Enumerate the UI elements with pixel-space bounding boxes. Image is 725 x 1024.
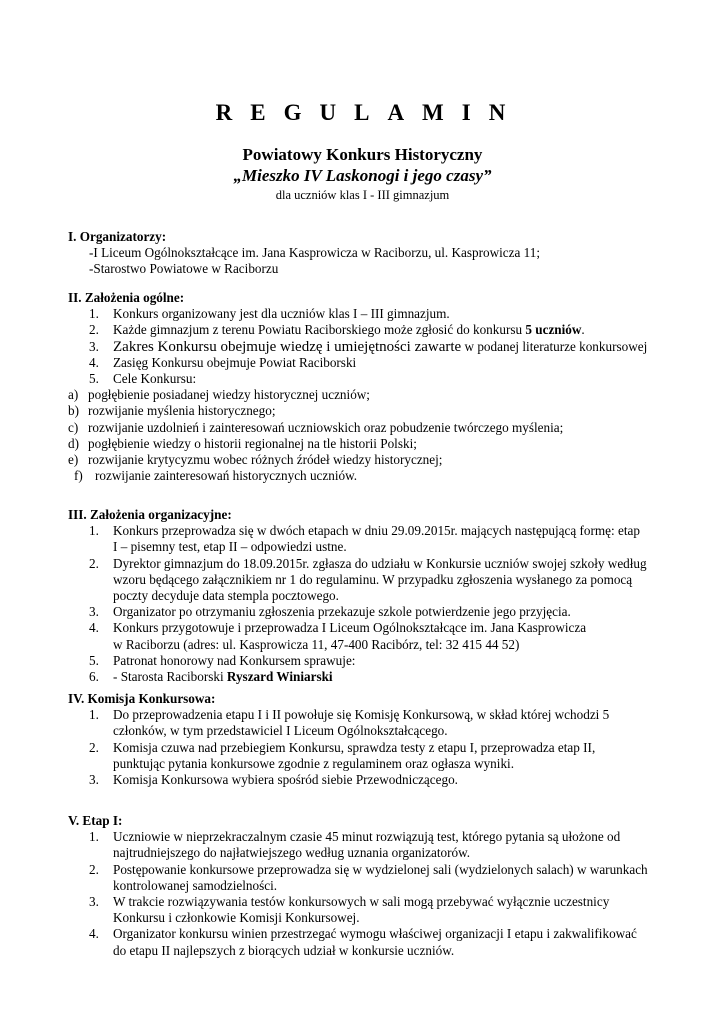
goal-item (68, 468, 658, 484)
item-text: Konkurs przeprowadza się w dwóch etapach w dniu 29.09.2015r. mających następującą formę: etap (113, 523, 640, 539)
item-number: 4. (89, 620, 99, 636)
item-number: 2. (89, 555, 99, 571)
goal-text: pogłębienie posiadanej wiedzy historycznej uczniów; (88, 387, 370, 403)
item-number: 3. (89, 772, 99, 788)
item-text: Komisja czuwa nad przebiegiem Konkursu, sprawdza testy z etapu I, przeprowadza etap II, (113, 739, 596, 755)
item-text: Organizator po otrzymaniu zgłoszenia przekazuje szkole potwierdzenie jego przyjęcia. (113, 604, 571, 620)
section-organizational (68, 507, 658, 685)
section-committee (68, 691, 658, 788)
item-bold-text: 5 uczniów (525, 322, 582, 338)
item-number: 2. (89, 322, 99, 338)
goal-text: pogłębienie wiedzy o historii regionalnej na tle historii Polski; (88, 435, 417, 451)
item-text: członków, w tym przedstawiciel I Liceum Ogólnokształcącego. (113, 723, 448, 739)
item-number: 1. (89, 523, 99, 539)
list-item (68, 772, 658, 788)
item-number: 2. (89, 739, 99, 755)
contest-name: „Mieszko IV Laskonogi i jego czasy” (233, 166, 492, 185)
item-text: Każde gimnazjum z terenu Powiatu Raciborskiego może zgłosić do konkursu (113, 322, 526, 338)
goal-item (68, 452, 658, 468)
item-bold-text: Ryszard Winiarski (226, 669, 333, 685)
section-heading: I. Organizatorzy: (68, 229, 167, 244)
item-text: W trakcie rozwiązywania testów konkursowych w sali mogą przebywać wyłącznie uczestnicy (113, 894, 610, 910)
goal-item (68, 403, 658, 419)
list-item (68, 829, 658, 861)
section-heading: III. Założenia organizacyjne: (68, 507, 232, 522)
item-number: 1. (89, 829, 99, 845)
goal-letter: d) (68, 435, 79, 451)
item-number: 1. (89, 707, 99, 723)
goal-letter: b) (68, 403, 79, 419)
item-number: 2. (89, 861, 99, 877)
list-item (68, 926, 658, 958)
item-text: Organizator konkursu winien przestrzegać wymogu właściwej organizacji I etapu i zakwalifikować (113, 926, 637, 942)
item-text: wzoru będącego załącznikiem nr 1 do regulaminu. W przypadku zgłoszenia wysłanego za pomocą (113, 571, 633, 587)
goal-item (68, 420, 658, 436)
goal-text: rozwijanie myślenia historycznego; (88, 403, 276, 419)
list-item (68, 669, 658, 685)
item-text: Uczniowie w nieprzekraczalnym czasie 45 minut rozwiązują test, którego pytania są ułożone od (113, 829, 621, 845)
item-text: Konkurs przygotowuje i przeprowadza I Liceum Ogólnokształcące im. Jana Kasprowicza (113, 620, 587, 636)
list-item (68, 556, 658, 605)
item-text: do etapu II najlepszych z biorących udział w konkursie uczniów. (113, 942, 455, 958)
item-number: 4. (89, 926, 99, 942)
item-text: Postępowanie konkursowe przeprowadza się w wydzielonej sali (wydzielonych salach) w warunkach (113, 861, 648, 877)
section-heading: V. Etap I: (68, 813, 123, 828)
item-text: najtrudniejszego do najłatwiejszego według uznania organizatorów. (113, 845, 471, 861)
item-text: Cele Konkursu: (113, 371, 197, 387)
list-item (68, 523, 658, 555)
item-text: Do przeprowadzenia etapu I i II powołuje się Komisję Konkursową, w skład której wchodzi 5 (113, 707, 610, 723)
goal-letter: c) (68, 419, 79, 435)
item-number: 4. (89, 354, 99, 370)
list-item (68, 339, 658, 355)
item-text: I – pisemny test, etap II – odpowiedzi ustne. (113, 539, 347, 555)
item-text: w Raciborzu (adres: ul. Kasprowicza 11, 47-400 Racibórz, tel: 32 415 44 52) (113, 636, 520, 652)
list-item (68, 707, 658, 739)
item-text: . (581, 322, 585, 338)
goal-letter: f) (74, 468, 83, 484)
item-text: Konkursu i członkowie Komisji Konkursowej. (113, 910, 360, 926)
goal-item (68, 387, 658, 403)
list-item (68, 371, 658, 387)
list-item (68, 604, 658, 620)
item-text: Komisja Konkursowa wybiera spośród siebie Przewodniczącego. (113, 772, 458, 788)
list-item (68, 306, 658, 322)
item-text: kontrolowanej samodzielności. (113, 877, 278, 893)
goal-text: rozwijanie krytycyzmu wobec różnych źródeł wiedzy historycznej; (88, 452, 443, 468)
item-text: Dyrektor gimnazjum do 18.09.2015r. zgłasza do udziału w Konkursie uczniów swojej szkoły według (113, 555, 647, 571)
goal-text: rozwijanie zainteresowań historycznych uczniów. (95, 468, 358, 484)
item-number: 1. (89, 306, 99, 322)
goal-letter: a) (68, 387, 79, 403)
list-item (68, 894, 658, 926)
list-item (68, 653, 658, 669)
list-item (68, 355, 658, 371)
section-stage-one (68, 813, 658, 959)
item-text: - Starosta Raciborski (113, 669, 227, 685)
organizer-line: -Starostwo Powiatowe w Raciborzu (89, 261, 279, 277)
section-general (68, 290, 658, 484)
section-heading: II. Założenia ogólne: (68, 290, 185, 305)
item-text: Konkurs organizowany jest dla uczniów klas I – III gimnazjum. (113, 306, 450, 322)
organizer-line: -I Liceum Ogólnokształcące im. Jana Kasprowicza w Raciborzu, ul. Kasprowicza 11; (89, 245, 541, 261)
item-text: punktując pytania konkursowe zgodnie z regulaminem oraz ogłasza wyniki. (113, 755, 514, 771)
contest-subtitle: Powiatowy Konkurs Historyczny (242, 145, 483, 164)
item-number: 5. (89, 371, 99, 387)
item-text-large: Zakres Konkursu obejmuje wiedzę i umiejętności zawarte (113, 338, 462, 355)
item-text: Patronat honorowy nad Konkursem sprawuje: (113, 652, 356, 668)
goal-letter: e) (68, 452, 79, 468)
document-title: REGULAMIN (215, 100, 524, 125)
item-number: 3. (89, 604, 99, 620)
section-heading: IV. Komisja Konkursowa: (68, 691, 216, 706)
item-number: 3. (89, 338, 99, 354)
list-item (68, 322, 658, 338)
item-text: poczty decyduje data stempla pocztowego. (113, 588, 339, 604)
item-number: 6. (89, 669, 99, 685)
list-item (68, 620, 658, 652)
list-item (68, 740, 658, 772)
contest-audience: dla uczniów klas I - III gimnazjum (275, 188, 450, 202)
item-number: 5. (89, 652, 99, 668)
goal-item (68, 436, 658, 452)
item-text: Zasięg Konkursu obejmuje Powiat Raciborski (113, 354, 357, 370)
section-organizers (68, 229, 658, 278)
goal-text: rozwijanie uzdolnień i zainteresowań uczniowskich oraz pobudzenie twórczego myślenia; (88, 419, 564, 435)
item-number: 3. (89, 894, 99, 910)
item-text: w podanej literaturze konkursowej (461, 338, 648, 354)
list-item (68, 862, 658, 894)
